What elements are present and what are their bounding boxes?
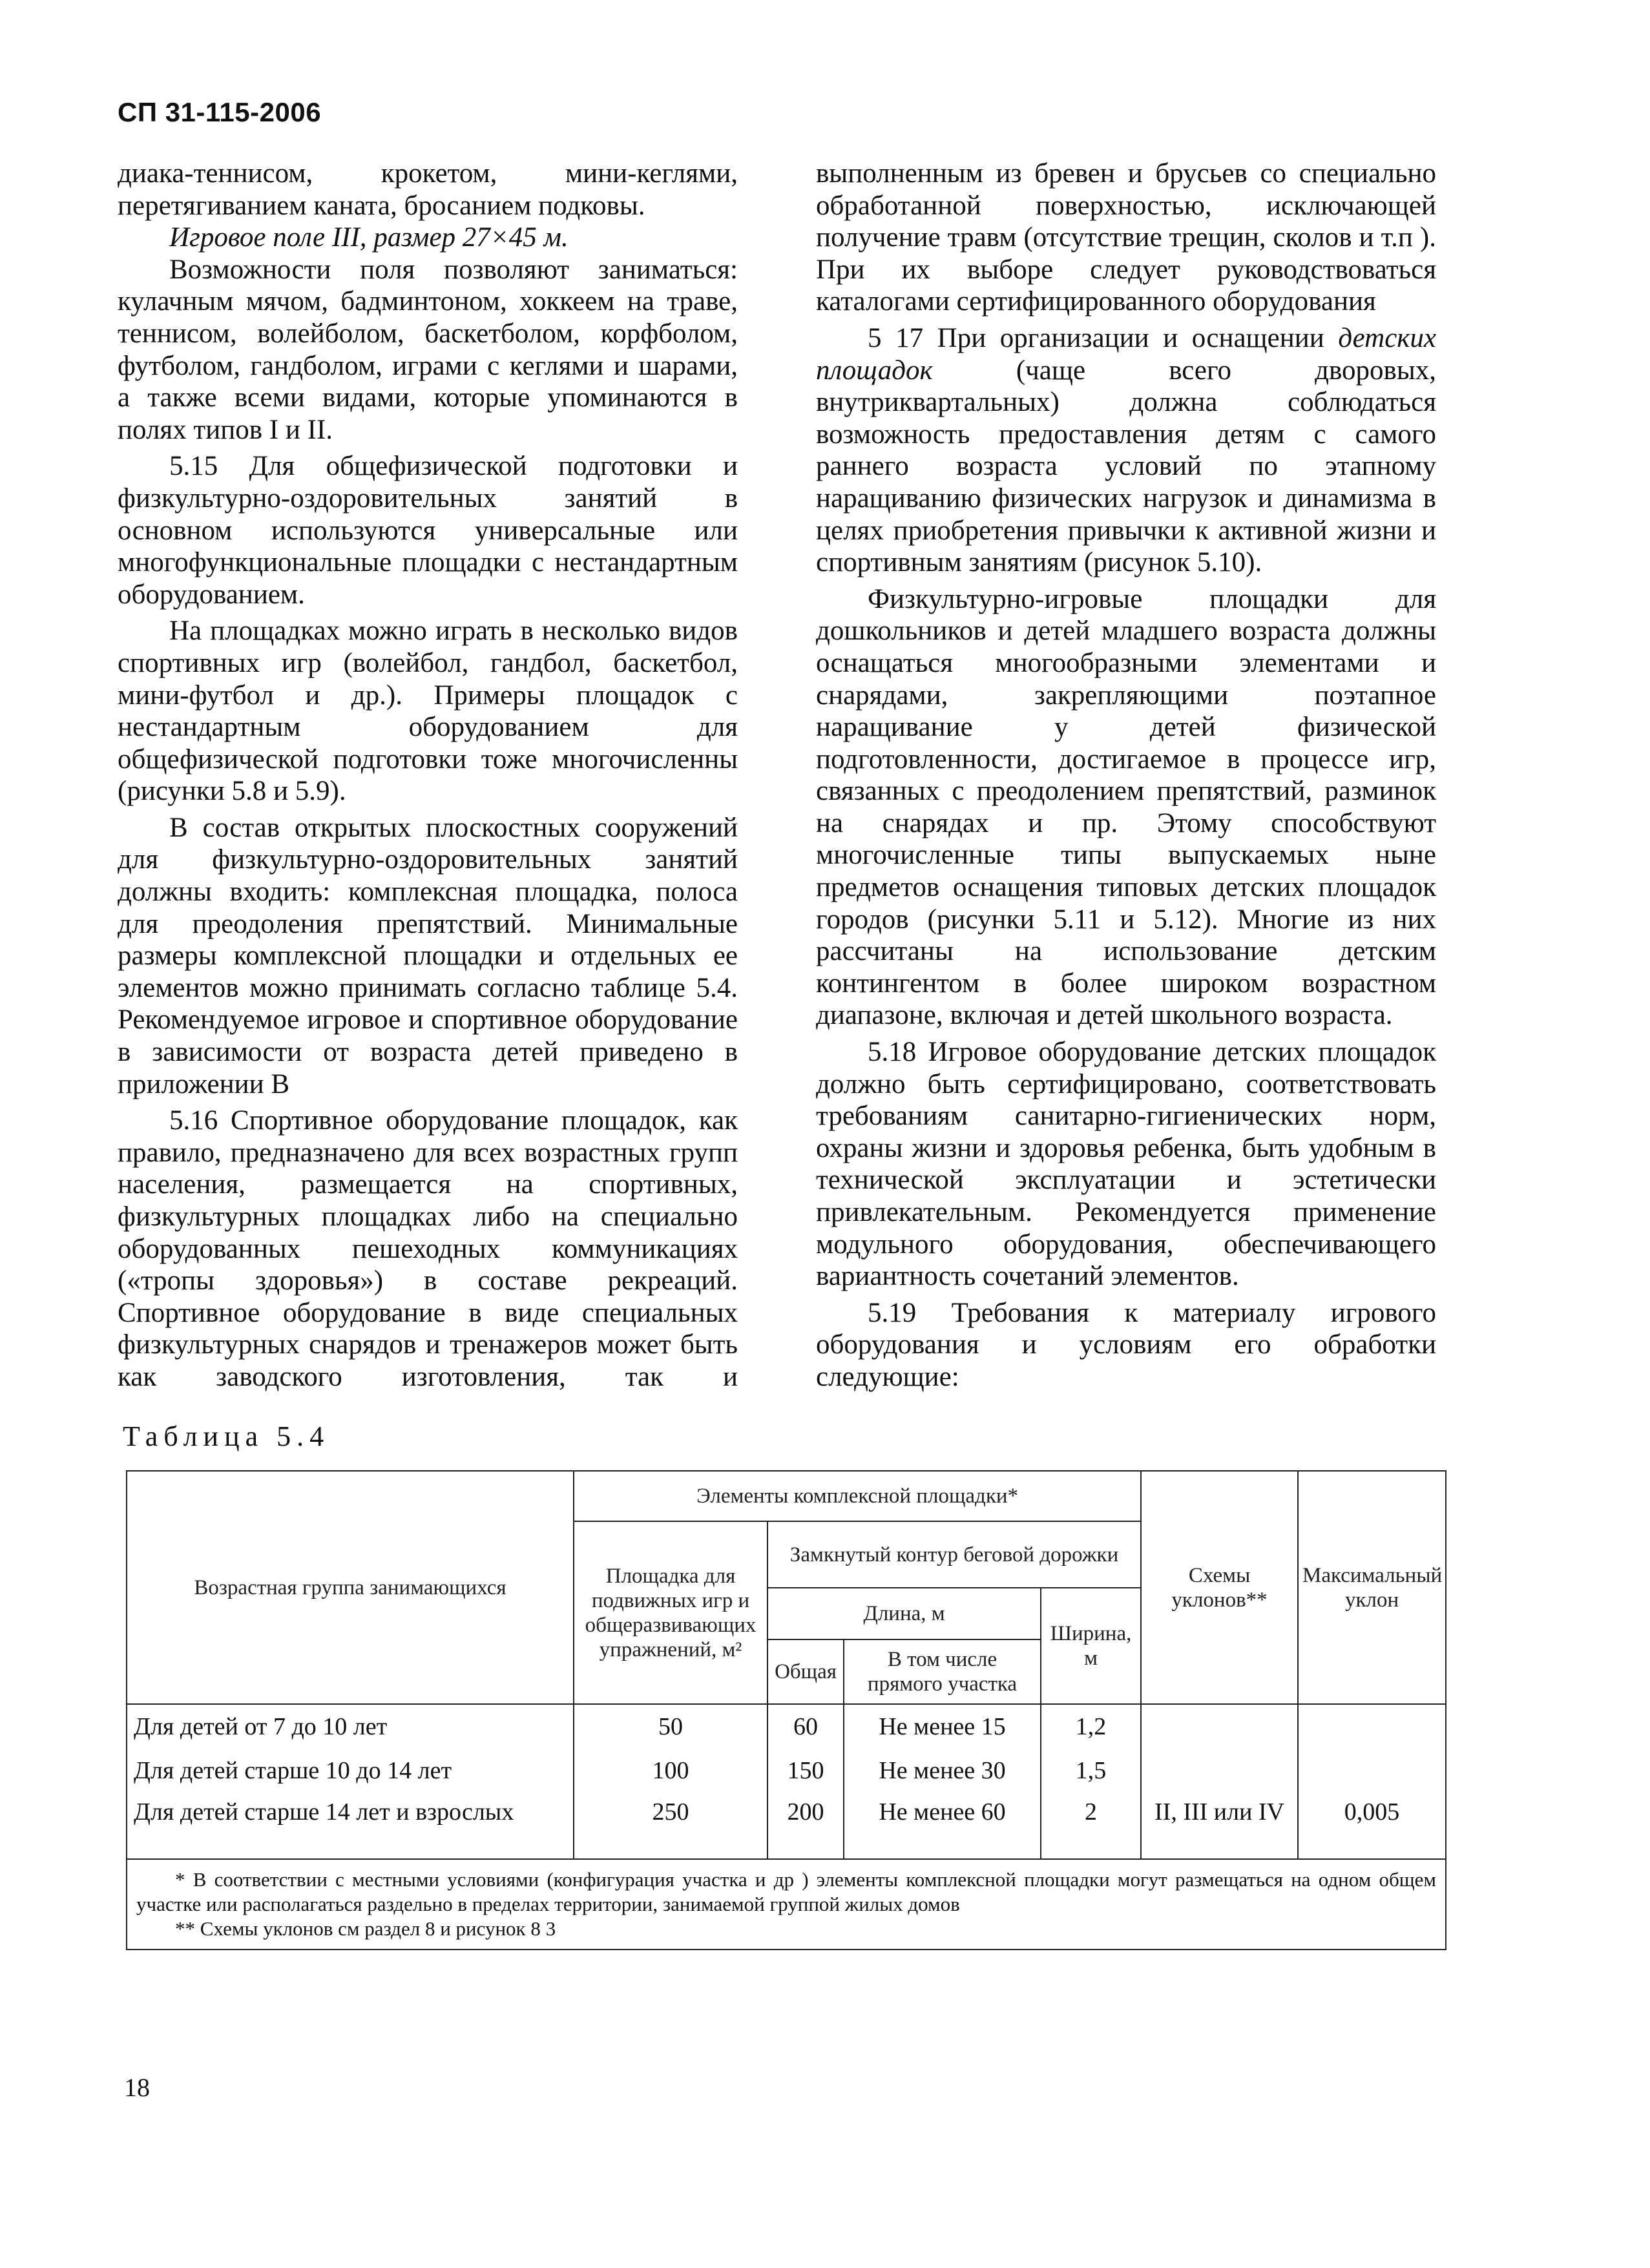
header-length: Длина, м <box>768 1588 1041 1639</box>
paragraph: Возможности поля позволяют заниматься: кулачным мячом, бадминтоном, хоккеем на траве, теннисом, волейболом, баскетболом, корфболом, футболом, гандболом, играми с кеглями и шарами, а также всеми видами, которые упоминаются в полях типов I и II. <box>118 254 738 445</box>
paragraph: диака-теннисом, крокетом, мини-кеглями, перетягиванием каната, бросанием подковы. <box>118 158 738 221</box>
text-run: 5 17 При организации и оснащении <box>868 322 1339 353</box>
table-row <box>127 1793 1446 1859</box>
paragraph-5-18: 5.18 Игровое оборудование детских площадок должно быть сертифицировано, соответствовать требованиям санитарно-гигиенических норм, охраны жизни и здоровья ребенка, быть удобным в технической эксплуатации и эстетически привлекательным. Рекомендуется применение модульного оборудования, обеспечивающего вариантность сочетаний элементов. <box>816 1037 1436 1292</box>
cell-width: 2 <box>1041 1793 1141 1859</box>
paragraph-5-15: 5.15 Для общефизической подготовки и физкультурно-оздоровительных занятий в основном используются универсальные или многофункциональные площадки с нестандартным оборудованием. <box>118 451 738 610</box>
cell-empty <box>1298 1749 1446 1793</box>
header-straight: В том числе прямого участка <box>844 1639 1041 1704</box>
document-code-header: СП 31-115-2006 <box>118 97 322 127</box>
field-heading: Игровое поле III, размер 27×45 м. <box>169 222 569 253</box>
cell-group: Для детей старше 10 до 14 лет <box>127 1749 574 1793</box>
header-slope-schemes: Схемы уклонов** <box>1141 1471 1298 1704</box>
table-5-4 <box>126 1470 1446 1950</box>
cell-width: 1,2 <box>1041 1704 1141 1749</box>
cell-total: 60 <box>768 1704 844 1749</box>
cell-total: 200 <box>768 1793 844 1859</box>
paragraph: Физкультурно-игровые площадки для дошкольников и детей младшего возраста должны оснащаться многообразными элементами и снарядами, закрепляющими поэтапное наращивание у детей физической подготовленности, достигаемое в процессе игр, связанных с преодолением препятствий, разминок на снарядах и пр. Этому способствуют многочисленные типы выпускаемых ныне предметов оснащения типовых детских площадок городов (рисунки 5.11 и 5.12). Многие из них рассчитаны на использование детским контингентом в более широком возрастном диапазоне, включая и детей школьного возраста. <box>816 583 1436 1031</box>
cell-group: Для детей старше 14 лет и взрослых <box>127 1793 574 1859</box>
left-column <box>118 158 738 1393</box>
header-max-slope: Максимальный уклон <box>1298 1471 1446 1704</box>
cell-empty <box>1141 1704 1298 1749</box>
table-row <box>127 1749 1446 1793</box>
header-elements: Элементы комплексной площадки* <box>574 1471 1141 1521</box>
footnote-2: ** Схемы уклонов см раздел 8 и рисунок 8 3 <box>175 1917 556 1940</box>
cell-area: 100 <box>574 1749 768 1793</box>
cell-straight: Не менее 30 <box>844 1749 1041 1793</box>
cell-slope-schemes: II, III или IV <box>1141 1793 1298 1859</box>
cell-area: 250 <box>574 1793 768 1859</box>
table-row <box>127 1704 1446 1749</box>
cell-straight: Не менее 15 <box>844 1704 1041 1749</box>
cell-area: 50 <box>574 1704 768 1749</box>
cell-empty <box>1298 1704 1446 1749</box>
cell-group: Для детей от 7 до 10 лет <box>127 1704 574 1749</box>
text-run: (чаще всего дворовых, внутриквартальных) должна соблюдаться возможность предоставления детям с самого раннего возраста условий по этапному наращиванию физических нагрузок и динамизма в целях приобретения привычки к активной жизни и спортивным занятиям (рисунок 5.10). <box>816 355 1436 578</box>
paragraph-5-16: 5.16 Спортивное оборудование площадок, как правило, предназначено для всех возрастных групп населения, размещается на спортивных, физкультурных площадках либо на специально оборудованных пешеходных коммуникациях («тропы здоровья») в составе рекреаций. Спортивное оборудование в виде специальных физкультурных снарядов и тренажеров может быть как заводского изготовления, так и <box>118 1105 738 1392</box>
header-age-group: Возрастная группа занимающихся <box>127 1471 574 1704</box>
page-number: 18 <box>124 2073 150 2102</box>
paragraph: На площадках можно играть в несколько видов спортивных игр (волейбол, гандбол, баскетбол, мини-футбол и др.). Примеры площадок с нестандартным оборудованием для общефизической подготовки тоже многочисленны (рисунки 5.8 и 5.9). <box>118 616 738 807</box>
header-area: Площадка для подвижных игр и общеразвивающих упражнений, м² <box>574 1521 768 1704</box>
cell-straight: Не менее 60 <box>844 1793 1041 1859</box>
paragraph-5-17 <box>816 322 1436 579</box>
paragraph-5-19: 5.19 Требования к материалу игрового оборудования и условиям его обработки следующие: <box>816 1297 1436 1392</box>
right-column <box>816 158 1436 1393</box>
footnote-1: * В соответствии с местными условиями (конфигурация участка и др ) элементы комплексной площадки могут размещаться на одном общем участке или располагаться раздельно в пределах территории, занимаемой группой жилых домов <box>136 1868 1437 1915</box>
cell-total: 150 <box>768 1749 844 1793</box>
cell-max-slope: 0,005 <box>1298 1793 1446 1859</box>
cell-empty <box>1141 1749 1298 1793</box>
header-track: Замкнутый контур беговой дорожки <box>768 1521 1141 1588</box>
header-total: Общая <box>768 1639 844 1704</box>
italic-term: детских площадок <box>816 322 1436 386</box>
paragraph: В состав открытых плоскостных сооружений для физкультурно-оздоровительных занятий должны входить: комплексная площадка, полоса для преодоления препятствий. Минимальные размеры комплексной площадки и отдельных ее элементов можно принимать согласно таблице 5.4. Рекомендуемое игровое и спортивное оборудование в зависимости от возраста детей приведено в приложении В <box>118 812 738 1099</box>
table-caption: Таблица 5.4 <box>123 1420 330 1452</box>
paragraph: выполненным из бревен и брусьев со специально обработанной поверхностью, исключающей получение травм (отсутствие трещин, сколов и т.п ). При их выборе следует руководствоваться каталогами сертифицированного оборудования <box>816 158 1436 317</box>
cell-width: 1,5 <box>1041 1749 1141 1793</box>
table-notes <box>127 1859 1446 1950</box>
header-width: Ширина, м <box>1041 1588 1141 1704</box>
